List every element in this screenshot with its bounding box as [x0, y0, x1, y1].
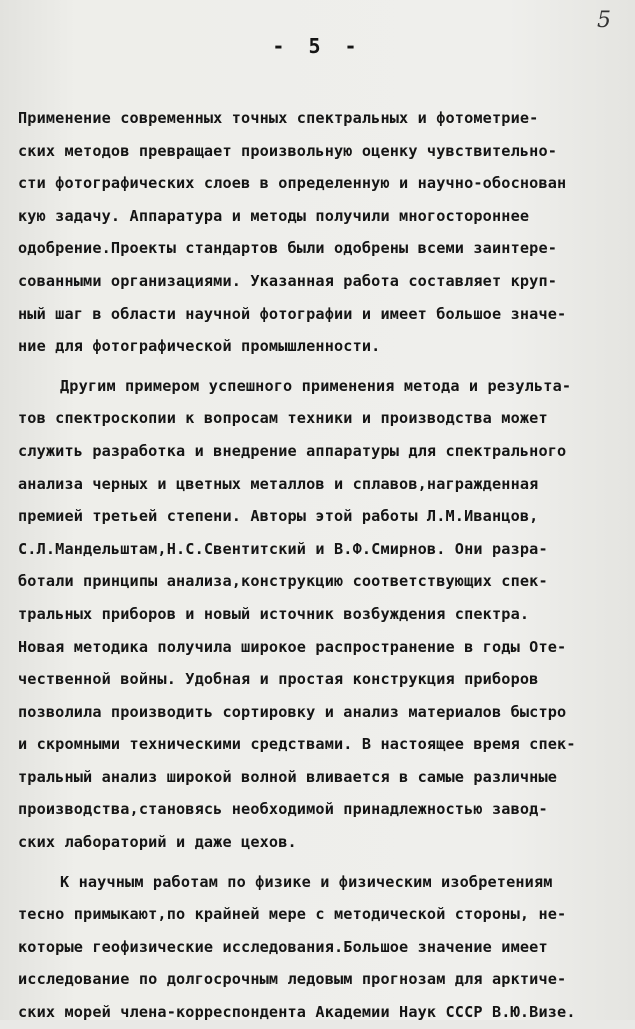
text-line: Новая методика получила широкое распространение в годы Оте-: [18, 637, 567, 656]
text-line: Другим примером успешного применения метода и результа-: [60, 376, 572, 395]
page-number: - 5 -: [272, 34, 363, 58]
text-line: ботали принципы анализа,конструкцию соответствующих спек-: [18, 572, 548, 591]
paragraph-3: [18, 866, 632, 1029]
text-line: тральный анализ широкой волной вливается в самые различные: [18, 767, 558, 786]
text-line: одобрение.Проекты стандартов были одобрены всеми заинтере-: [18, 239, 558, 258]
text-line: позволила производить сортировку и анализ материалов быстро: [18, 702, 567, 721]
text-line: ние для фотографической промышленности.: [18, 337, 381, 356]
text-line: которые геофизические исследования.Большое значение имеет: [18, 937, 548, 956]
text-line: премией третьей степени. Авторы этой работы Л.М.Иванцов,: [18, 507, 539, 526]
text-line: ный шаг в области научной фотографии и имеет большое значе-: [18, 304, 567, 323]
text-line: тесно примыкают,по крайней мере с методической стороны, не-: [18, 905, 567, 924]
text-line: служить разработка и внедрение аппаратуры для спектрального: [18, 441, 567, 460]
text-line: производства,становясь необходимой принадлежностью завод-: [18, 800, 548, 819]
text-line: сованными организациями. Указанная работа составляет круп-: [18, 271, 558, 290]
text-line: ских методов превращает произвольную оценку чувствительно-: [18, 141, 558, 160]
paragraph-1: [18, 102, 632, 363]
text-line: и скромными техническими средствами. В настоящее время спек-: [18, 735, 576, 754]
text-line: Применение современных точных спектральных и фотометрие-: [18, 109, 539, 127]
text-line: ских лабораторий и даже цехов.: [18, 833, 297, 852]
text-line: анализа черных и цветных металлов и сплавов,награжденная: [18, 474, 539, 493]
text-line: С.Л.Мандельштам,Н.С.Свентитский и В.Ф.Смирнов. Они разра-: [18, 539, 548, 558]
text-line: сти фотографических слоев в определенную и научно-обоснован: [18, 174, 567, 193]
text-line: исследование по долгосрочным ледовым прогнозам для арктиче-: [18, 970, 567, 989]
text-line: чественной войны. Удобная и простая конструкция приборов: [18, 670, 539, 689]
text-line: тральных приборов и новый источник возбуждения спектра.: [18, 604, 530, 623]
text-line: К научным работам по физике и физическим изобретениям: [60, 872, 553, 891]
text-line: тов спектроскопии к вопросам техники и производства может: [18, 409, 548, 428]
body-text: [18, 102, 632, 1029]
text-line: ских морей члена-корреспондента Академии Наук СССР В.Ю.Визе.: [18, 1003, 576, 1022]
paragraph-2: [18, 370, 632, 859]
corner-page-number: 5: [597, 8, 611, 33]
text-line: кую задачу. Аппаратура и методы получили многостороннее: [18, 206, 530, 225]
